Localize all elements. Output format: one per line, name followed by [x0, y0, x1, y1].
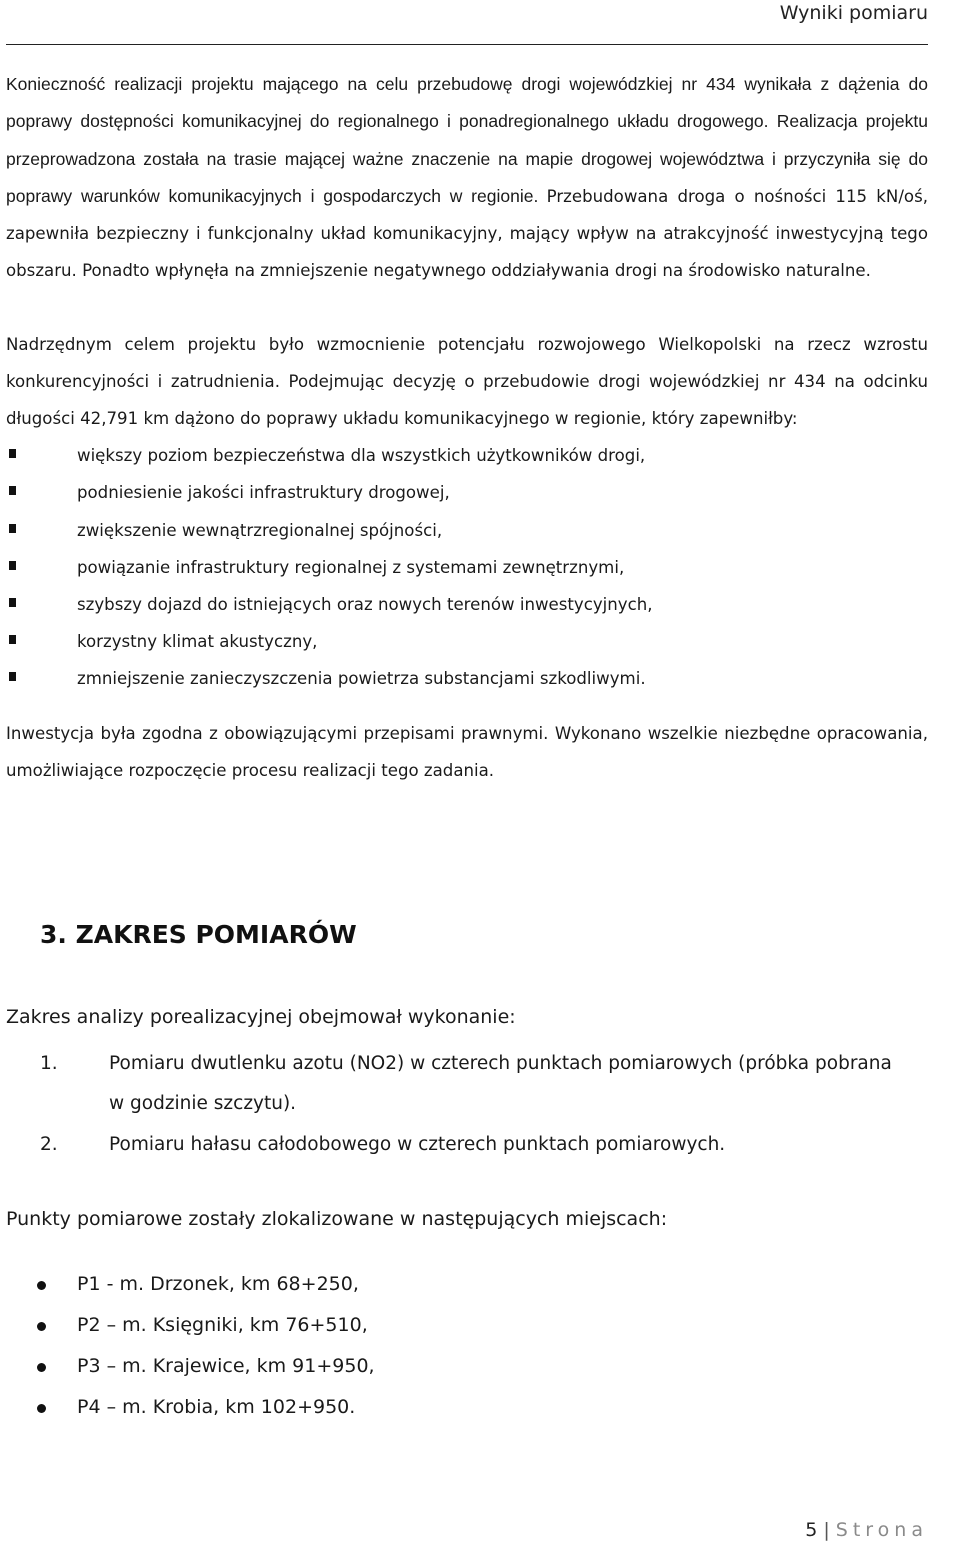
page-header [0, 0, 960, 50]
paragraph-compliance: Inwestycja była zgodna z obowiązującymi przepisami prawnymi. Wykonano wszelkie niezbędne opracowania, umożliwiające rozpoczęcie procesu realizacji tego zadania. [6, 724, 928, 781]
page-footer [805, 1519, 928, 1541]
goal-text: zmniejszenie zanieczyszczenia powietrza substancjami szkodliwymi. [77, 668, 646, 688]
page-label: Strona [835, 1519, 928, 1541]
square-bullet-icon [9, 524, 16, 533]
header-title: Wyniki pomiaru [779, 2, 928, 24]
point-text: P3 – m. Krajewice, km 91+950, [77, 1355, 375, 1377]
list-item [6, 1264, 375, 1305]
item-text-line: Pomiaru dwutlenku azotu (NO2) w czterech punktach pomiarowych (próbka pobrana [109, 1053, 892, 1074]
list-item [6, 1125, 960, 1165]
list-item [6, 437, 928, 474]
list-item [6, 660, 928, 697]
item-number: 2. [40, 1134, 58, 1155]
section-heading: 3. ZAKRES POMIARÓW [40, 920, 357, 949]
list-item [6, 474, 928, 511]
list-item [6, 512, 928, 549]
scope-list [6, 1044, 960, 1166]
list-item [6, 586, 928, 623]
round-bullet-icon [37, 1322, 46, 1331]
list-item [6, 1044, 960, 1124]
points-intro: Punkty pomiarowe zostały zlokalizowane w następujących miejscach: [6, 1208, 668, 1230]
header-rule [6, 44, 928, 45]
item-text-line: Pomiaru hałasu całodobowego w czterech punktach pomiarowych. [109, 1134, 726, 1155]
round-bullet-icon [37, 1281, 46, 1290]
paragraph-project-need [6, 66, 928, 290]
paragraph-project-need-part-b: Przebudowana droga o nośności 115 kN/oś, zapewniła bezpieczny i funkcjonalny układ komunikacyjny, mający wpływ na atrakcyjność inwestycyjną tego obszaru. Ponadto wpłynęła na zmniejszenie negatywnego oddziaływania drogi na środowisko naturalne. [6, 186, 928, 281]
paragraph-project-need-part-a: Konieczność realizacji projektu mającego na celu przebudowę drogi wojewódzkiej nr 434 wynikała z dążenia do poprawy dostępności komunikacyjnej do regionalnego i ponadregionalnego układu drogowego. Realizacja projektu przeprowadzona została na trasie mającej ważne znaczenie na mapie drogowej województwa i przyczyniła się do poprawy warunków komunikacyjnych i gospodarczych w regionie. [6, 74, 928, 206]
goal-text: szybszy dojazd do istniejących oraz nowych terenów inwestycyjnych, [77, 594, 653, 614]
point-text: P1 - m. Drzonek, km 68+250, [77, 1273, 359, 1295]
goal-text: zwiększenie wewnątrzregionalnej spójności, [77, 520, 443, 540]
round-bullet-icon [37, 1404, 46, 1413]
point-text: P4 – m. Krobia, km 102+950. [77, 1396, 356, 1418]
item-number: 1. [40, 1053, 58, 1074]
scope-intro: Zakres analizy porealizacyjnej obejmował wykonanie: [6, 1006, 516, 1028]
goal-text: podniesienie jakości infrastruktury drogowej, [77, 483, 450, 503]
list-item [6, 549, 928, 586]
square-bullet-icon [9, 672, 16, 681]
goals-list [6, 437, 928, 697]
page-number: 5 [805, 1519, 818, 1541]
list-item [6, 1387, 375, 1428]
list-item [6, 1346, 375, 1387]
goal-text: większy poziom bezpieczeństwa dla wszystkich użytkowników drogi, [77, 446, 646, 466]
item-text-line: w godzinie szczytu). [109, 1093, 297, 1114]
paragraph-project-goal: Nadrzędnym celem projektu było wzmocnienie potencjału rozwojowego Wielkopolski na rzecz wzrostu konkurencyjności i zatrudnienia. Podejmując decyzję o przebudowie drogi wojewódzkiej nr 434 na odcinku długości 42,791 km dążono do poprawy układu komunikacyjnego w regionie, który zapewniłby: [6, 334, 928, 429]
point-text: P2 – m. Księgniki, km 76+510, [77, 1314, 368, 1336]
square-bullet-icon [9, 598, 16, 607]
footer-separator: | [823, 1519, 830, 1541]
square-bullet-icon [9, 449, 16, 458]
goal-text: korzystny klimat akustyczny, [77, 631, 318, 651]
list-item [6, 1305, 375, 1346]
round-bullet-icon [37, 1363, 46, 1372]
list-item [6, 623, 928, 660]
body-content [6, 66, 928, 789]
goal-text: powiązanie infrastruktury regionalnej z systemami zewnętrznymi, [77, 557, 625, 577]
square-bullet-icon [9, 486, 16, 495]
square-bullet-icon [9, 561, 16, 570]
square-bullet-icon [9, 635, 16, 644]
points-list [6, 1264, 375, 1428]
